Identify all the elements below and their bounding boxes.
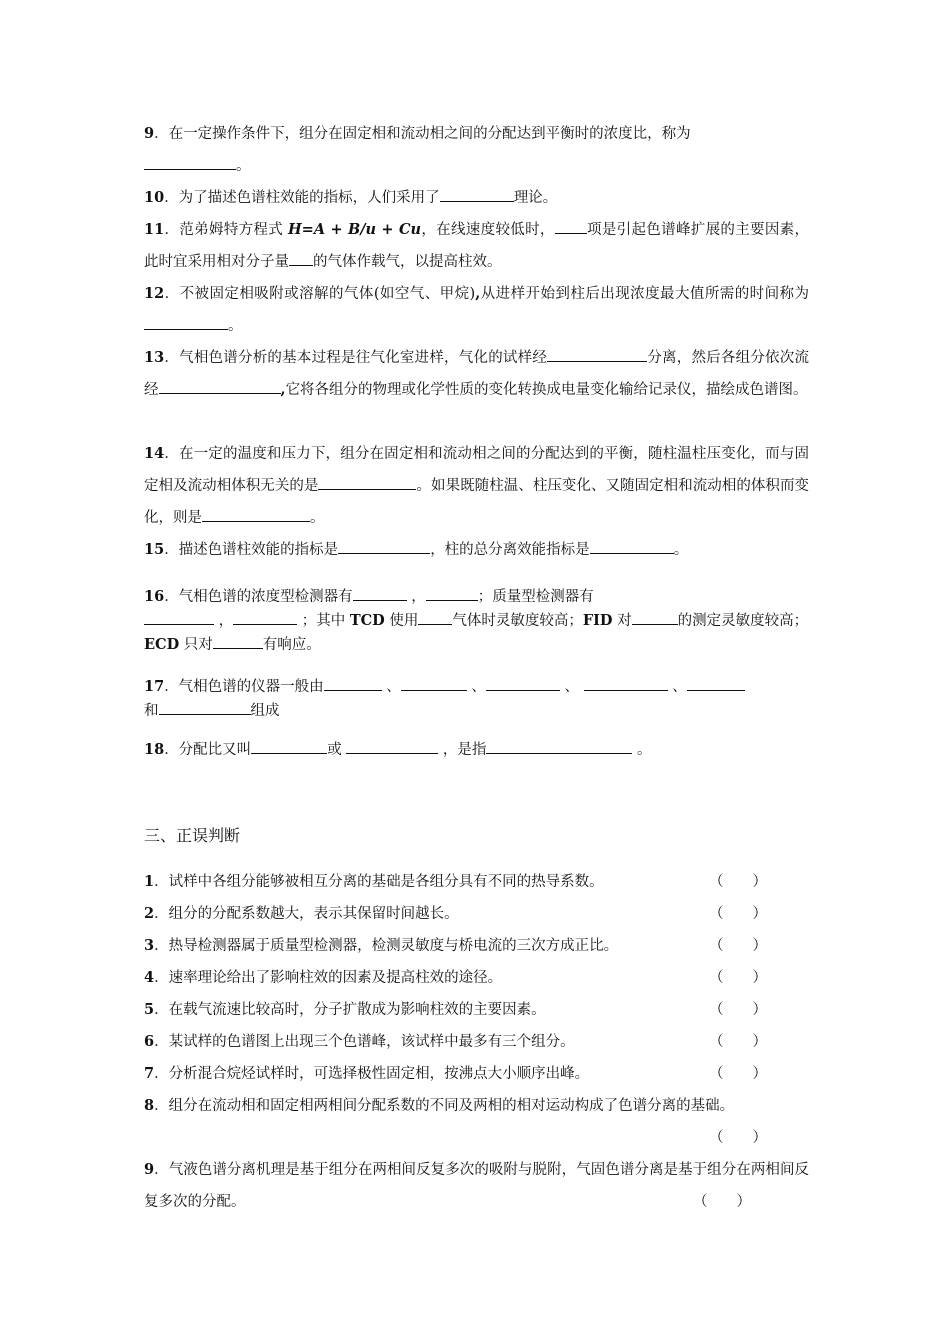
tf-item-4: 4．速率理论给出了影响柱效的因素及提高柱效的途径。 （ ） [144, 962, 809, 994]
blank-10-1[interactable] [440, 185, 514, 202]
tf-item-1: 1．试样中各组分能够被相互分离的基础是各组分具有不同的热导系数。 （ ） [144, 866, 809, 898]
answer-parens[interactable]: （ ） [709, 906, 767, 922]
blank-17-6[interactable] [159, 698, 251, 715]
blank-9-1[interactable] [144, 153, 236, 170]
answer-parens[interactable]: （ ） [709, 874, 767, 890]
tf-item-6: 6．某试样的色谱图上出现三个色谱峰，该试样中最多有三个组分。 （ ） [144, 1026, 809, 1058]
blank-16-2[interactable] [426, 584, 478, 601]
tf-item-9: 9．气液色谱分离机理是基于组分在两相间反复多次的吸附与脱附，气固色谱分离是基于组分在两相间反复多次的分配。 （ ） [144, 1154, 809, 1218]
answer-parens[interactable]: （ ） [709, 970, 767, 986]
question-11: 11．范弟姆特方程式 H=A + B/u + Cu，在线速度较低时， 项是引起色谱峰扩展的主要因素，此时宜采用相对分子量 的气体作载气，以提高柱效。 [144, 214, 809, 278]
blank-11-2[interactable] [289, 249, 313, 266]
blank-12-1[interactable] [144, 313, 228, 330]
tf-item-5: 5．在载气流速比较高时，分子扩散成为影响柱效的主要因素。 （ ） [144, 994, 809, 1026]
blank-14-2[interactable] [202, 505, 310, 522]
blank-16-3[interactable] [144, 608, 214, 625]
blank-17-2[interactable] [401, 674, 467, 691]
blank-16-7[interactable] [213, 632, 263, 649]
question-17: 17．气相色谱的仪器一般由 、 、 、 、 和 组成 [144, 674, 809, 722]
question-12: 12．不被固定相吸附或溶解的气体(如空气、甲烷),从进样开始到柱后出现浓度最大值所需的时间称为。 [144, 285, 809, 334]
question-14: 14．在一定的温度和压力下，组分在固定相和流动相之间的分配达到的平衡，随柱温柱压变化，而与固定相及流动相体积无关的是 。如果既随柱温、柱压变化、又随固定相和流动相的体积而变化，则是 。 [144, 445, 810, 526]
answer-parens[interactable]: （ ） [709, 1034, 767, 1050]
van-deemter-formula: H=A + B/u + Cu [287, 221, 422, 238]
answer-parens[interactable]: （ ） [693, 1194, 751, 1210]
tf-item-3: 3．热导检测器属于质量型检测器，检测灵敏度与桥电流的三次方成正比。 （ ） [144, 930, 809, 962]
blank-17-5[interactable] [687, 674, 745, 691]
blank-17-1[interactable] [324, 674, 382, 691]
answer-parens[interactable]: （ ） [709, 938, 767, 954]
tf-item-2: 2．组分的分配系数越大，表示其保留时间越长。 （ ） [144, 898, 809, 930]
question-18: 18．分配比又叫 或 ，是指 。 [144, 734, 809, 766]
tf-item-7: 7．分析混合烷烃试样时，可选择极性固定相，按沸点大小顺序出峰。 （ ） [144, 1058, 809, 1090]
answer-parens[interactable]: （ ） [709, 1066, 767, 1082]
blank-15-1[interactable] [338, 537, 430, 554]
blank-18-1[interactable] [251, 737, 327, 754]
blank-13-2[interactable] [159, 377, 281, 394]
section-title: 三、正误判断 [144, 826, 241, 845]
question-13: 13．气相色谱分析的基本过程是往气化室进样，气化的试样经 分离，然后各组分依次流经 ,它将各组分的物理或化学性质的变化转换成电量变化输给记录仪，描绘成色谱图。 [144, 342, 809, 406]
blank-16-5[interactable] [418, 608, 452, 625]
blank-17-3[interactable] [486, 674, 560, 691]
question-16: 16．气相色谱的浓度型检测器有 ， ；质量型检测器有 ， ；其中 TCD 使用 气体时灵敏度较高；FID 对 的测定灵敏度较高；ECD 只对 有响应。 [144, 584, 809, 656]
blank-17-4[interactable] [584, 674, 668, 691]
answer-parens[interactable]: （ ） [709, 1002, 767, 1018]
blank-13-1[interactable] [547, 345, 647, 362]
blank-16-1[interactable] [353, 584, 407, 601]
question-15: 15．描述色谱柱效能的指标是 ，柱的总分离效能指标是 。 [144, 534, 809, 566]
blank-18-2[interactable] [346, 737, 438, 754]
answer-parens[interactable]: （ ） [709, 1130, 767, 1146]
blank-14-1[interactable] [318, 473, 416, 490]
blank-15-2[interactable] [590, 537, 674, 554]
tf-item-8: 8．组分在流动相和固定相两相间分配系数的不同及两相的相对运动构成了色谱分离的基础。 （ ） [144, 1090, 809, 1122]
question-9: 9．在一定操作条件下，组分在固定相和流动相之间的分配达到平衡时的浓度比，称为 。 [144, 125, 691, 174]
blank-11-1[interactable] [555, 217, 587, 234]
blank-16-4[interactable] [233, 608, 297, 625]
question-10: 10．为了描述色谱柱效能的指标，人们采用了 理论。 [144, 182, 809, 214]
blank-16-6[interactable] [632, 608, 678, 625]
blank-18-3[interactable] [486, 737, 632, 754]
